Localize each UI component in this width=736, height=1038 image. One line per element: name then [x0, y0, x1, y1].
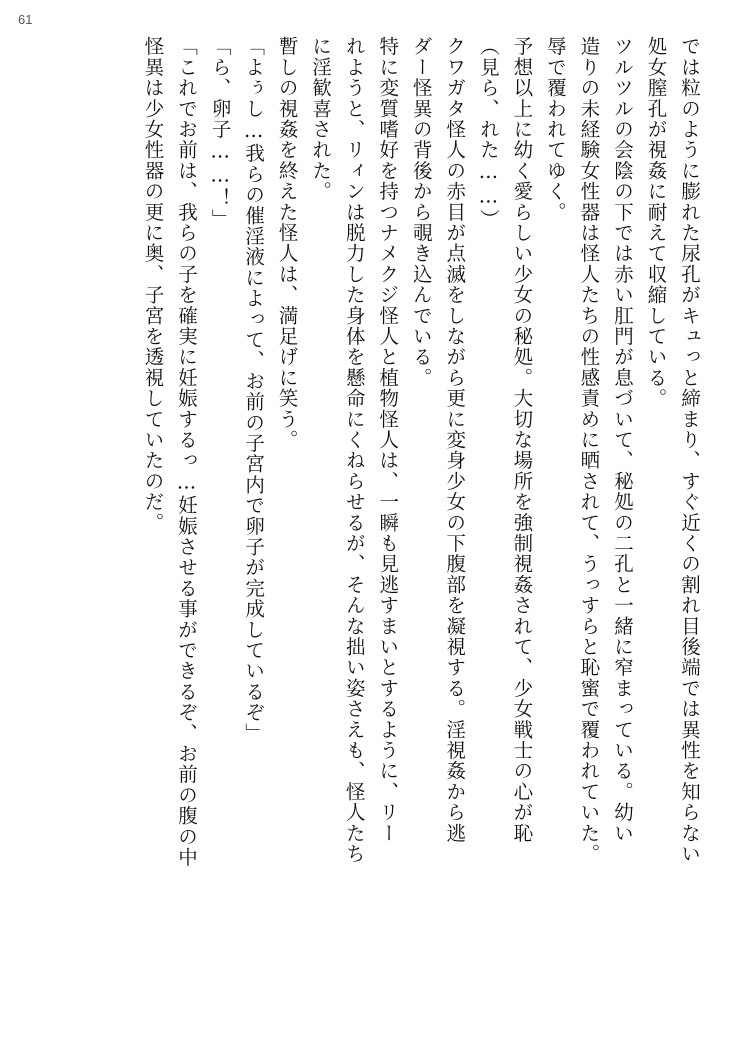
body-text-block [40, 36, 706, 1014]
text-line: 辱で覆われてゆく。 [543, 36, 567, 223]
text-line: 怪異は少女性器の更に奥、子宮を透視していたのだ。 [141, 36, 165, 533]
text-line: 「これでお前は、我らの子を確実に妊娠するっ…妊娠させる事ができるぞ、お前の腹の中 [175, 36, 199, 868]
text-line: 暫しの視姦を終えた怪人は、満足げに笑う。 [275, 36, 299, 450]
text-line: に淫歓喜された。 [309, 36, 333, 202]
text-line: では粒のように膨れた尿孔がキュっと締まり、すぐ近くの割れ目後端では異性を知らない [678, 36, 701, 864]
text-line: ダー怪異の背後から覗き込んでいる。 [409, 36, 433, 388]
text-line: 特に変質嗜好を持つナメクジ怪人と植物怪人は、一瞬も見逃すまいとするように、リー [376, 36, 400, 844]
text-line: れようと、リィンは脱力した身体を懸命にくねらせるが、そんな拙い姿さえも、怪人たち [342, 36, 366, 864]
text-line: 処女膣孔が視姦に耐えて収縮している。 [644, 36, 668, 409]
text-line: ツルツルの会陰の下では赤い肛門が息づいて、秘処の二孔と一緒に窄まっている。幼い [610, 36, 634, 844]
text-line: （見ら、れた……） [476, 36, 500, 230]
text-line: 予想以上に幼く愛らしい少女の秘処。大切な場所を強制視姦されて、少女戦士の心が恥 [510, 36, 534, 844]
page-number: 61 [18, 12, 33, 27]
text-line: 造りの未経験女性器は怪人たちの性感責めに晒されて、うっすらと恥蜜で覆われていた。 [577, 36, 601, 864]
text-line: 「ら、卵子……！」 [208, 36, 232, 230]
text-line: クワガタ怪人の赤目が点滅をしながら更に変身少女の下腹部を凝視する。淫視姦から逃 [443, 36, 467, 844]
text-line: 「よぅし…我らの催淫液によって、お前の子宮内で卵子が完成しているぞ」 [242, 36, 266, 744]
